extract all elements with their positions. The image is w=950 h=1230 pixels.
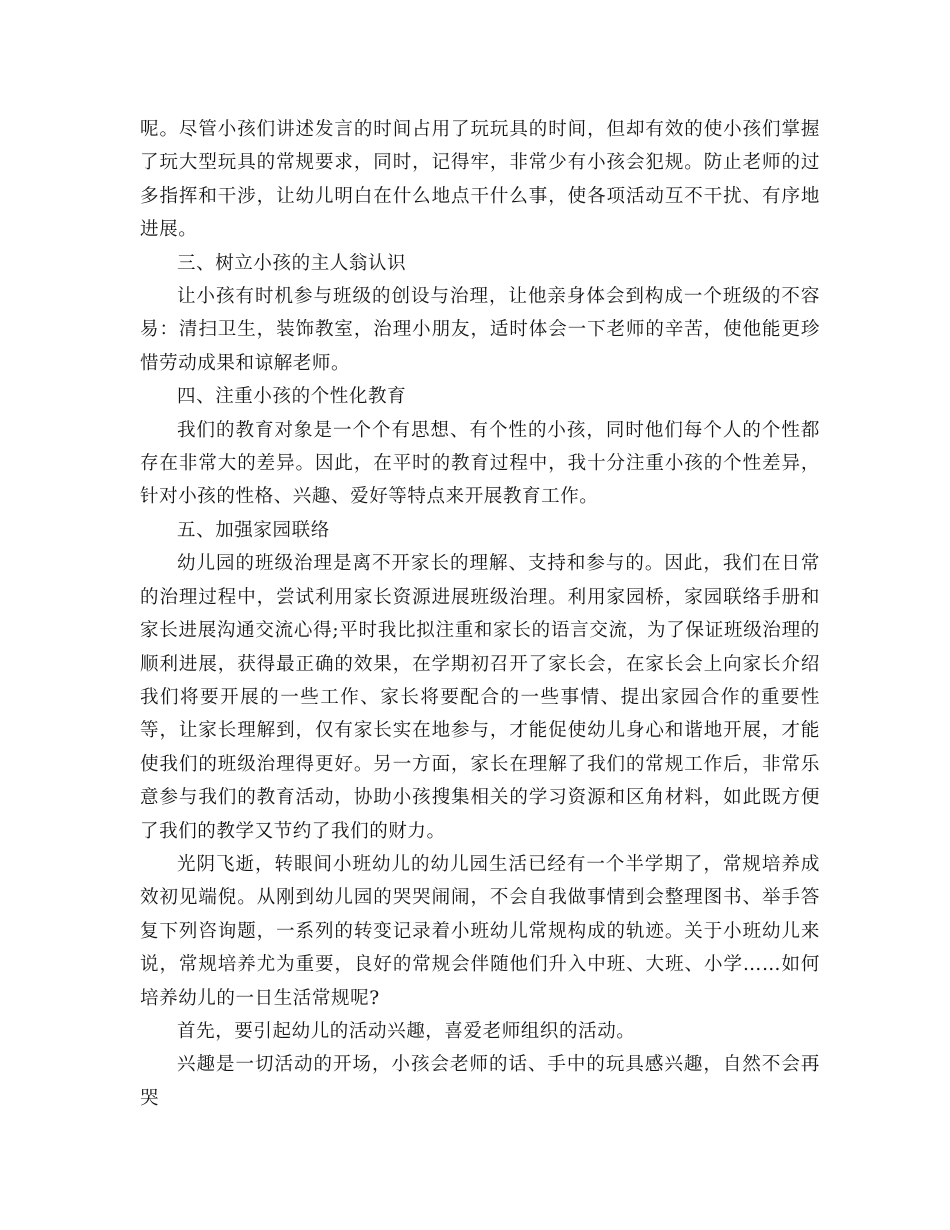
paragraph: 兴趣是一切活动的开场，小孩会老师的话、手中的玩具感兴趣，自然不会再哭 (140, 1054, 820, 1109)
paragraph: 光阴飞逝，转眼间小班幼儿的幼儿园生活已经有一个半学期了，常规培养成效初见端倪。从刚到幼儿园的哭哭闹闹，不会自我做事情到会整理图书、举手答复下列咨询题，一系列的转变记录着小班幼儿常规构成的轨迹。关于小班幼儿来说，常规培养尤为重要，良好的常规会伴随他们升入中班、大班、小学……如何培养幼儿的一日生活常规呢? (140, 853, 820, 1009)
paragraph: 我们的教育对象是一个个有思想、有个性的小孩，同时他们每个人的个性都存在非常大的差异。因此，在平时的教育过程中，我十分注重小孩的个性差异，针对小孩的性格、兴趣、爱好等特点来开展教育工作。 (140, 419, 820, 508)
section-heading-three: 三、树立小孩的主人翁认识 (177, 252, 407, 274)
section-heading-four: 四、注重小孩的个性化教育 (177, 386, 407, 408)
paragraph: 首先，要引起幼儿的活动兴趣，喜爱老师组织的活动。 (177, 1020, 636, 1042)
paragraph-continuation: 呢。尽管小孩们讲述发言的时间占用了玩玩具的时间，但却有效的使小孩们掌握了玩大型玩具的常规要求，同时，记得牢，非常少有小孩会犯规。防止老师的过多指挥和干涉，让幼儿明白在什么地点干什么事，使各项活动互不干扰、有序地进展。 (140, 119, 820, 241)
paragraph: 幼儿园的班级治理是离不开家长的理解、支持和参与的。因此，我们在日常的治理过程中，尝试利用家长资源进展班级治理。利用家园桥，家园联络手册和家长进展沟通交流心得;平时我比拟注重和家长的语言交流，为了保证班级治理的顺利进展，获得最正确的效果，在学期初召开了家长会，在家长会上向家长介绍我们将要开展的一些工作、家长将要配合的一些事情、提出家园合作的重要性等，让家长理解到，仅有家长实在地参与，才能促使幼儿身心和谐地开展，才能使我们的班级治理得更好。另一方面，家长在理解了我们的常规工作后，非常乐意参与我们的教育活动，协助小孩搜集相关的学习资源和区角材料，如此既方便了我们的教学又节约了我们的财力。 (140, 553, 820, 842)
section-heading-five: 五、加强家园联络 (177, 519, 330, 541)
document-body (140, 113, 820, 1115)
paragraph: 让小孩有时机参与班级的创设与治理，让他亲身体会到构成一个班级的不容易：清扫卫生，装饰教室，治理小朋友，适时体会一下老师的辛苦，使他能更珍惜劳动成果和谅解老师。 (140, 286, 820, 374)
